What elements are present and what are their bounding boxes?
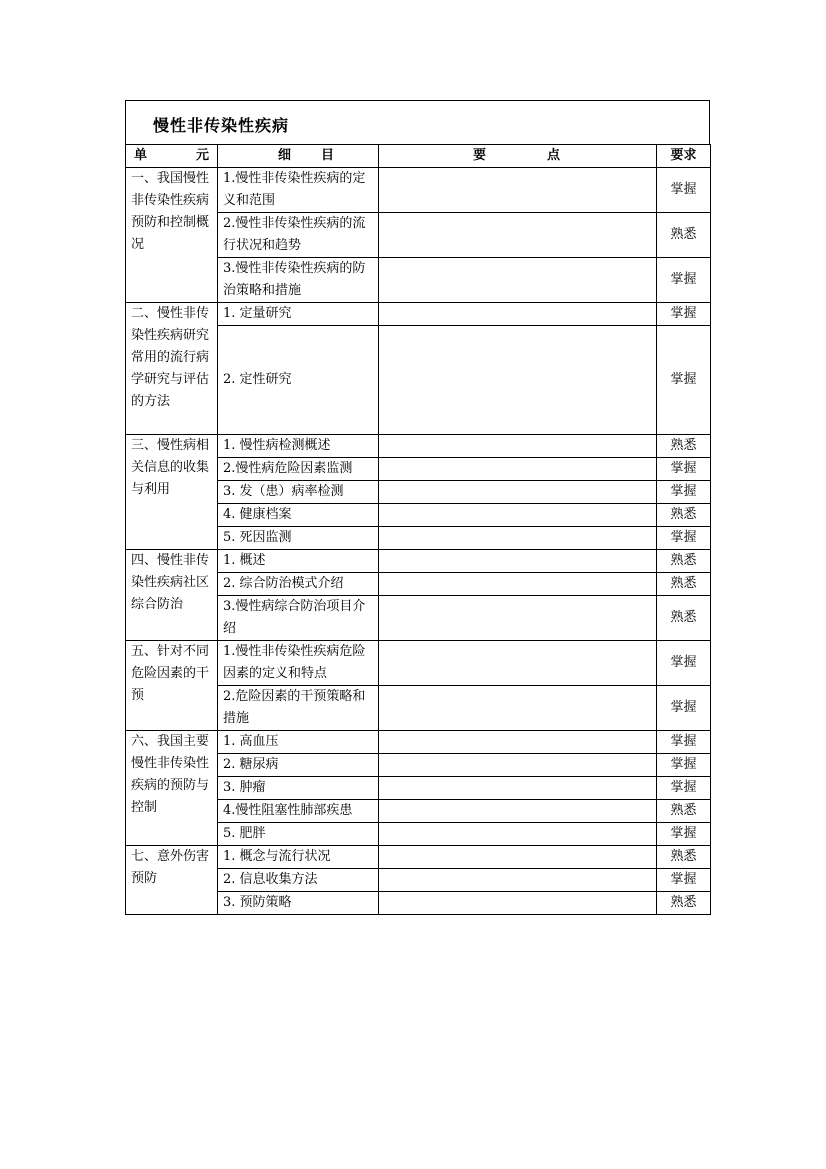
item-cell: 2. 定性研究 [218,326,379,435]
points-cell [379,777,657,800]
table-row [126,846,711,869]
header-item [218,145,379,168]
table-row [126,303,711,326]
requirement-cell: 掌握 [657,458,711,481]
item-cell: 3. 肿瘤 [218,777,379,800]
unit-cell: 二、慢性非传染性疾病研究常用的流行病学研究与评估的方法 [126,303,218,435]
item-cell: 2.慢性病危险因素监测 [218,458,379,481]
points-cell [379,168,657,213]
header-unit [126,145,218,168]
header-unit-char-2: 元 [195,148,209,163]
header-points [379,145,657,168]
points-cell [379,641,657,686]
points-cell [379,527,657,550]
points-cell [379,303,657,326]
item-cell: 1. 概念与流行状况 [218,846,379,869]
item-cell: 1.慢性非传染性疾病的定义和范围 [218,168,379,213]
requirement-cell: 掌握 [657,168,711,213]
points-cell [379,869,657,892]
requirement-cell: 掌握 [657,686,711,731]
points-cell [379,596,657,641]
requirement-cell: 掌握 [657,326,711,435]
page-title: 慢性非传染性疾病 [153,116,290,135]
item-cell: 2. 综合防治模式介绍 [218,573,379,596]
table-row [126,731,711,754]
points-cell [379,504,657,527]
points-cell [379,258,657,303]
table-row [126,435,711,458]
item-cell: 3.慢性非传染性疾病的防治策略和措施 [218,258,379,303]
unit-cell: 五、针对不同危险因素的干预 [126,641,218,731]
unit-cell: 六、我国主要慢性非传染性疾病的预防与控制 [126,731,218,846]
header-row [126,145,711,168]
points-cell [379,754,657,777]
points-cell [379,573,657,596]
header-req: 要求 [657,145,711,168]
requirement-cell: 熟悉 [657,573,711,596]
requirement-cell: 掌握 [657,641,711,686]
item-cell: 3. 预防策略 [218,892,379,915]
points-cell [379,892,657,915]
requirement-cell: 掌握 [657,777,711,800]
requirement-cell: 掌握 [657,754,711,777]
item-cell: 4. 健康档案 [218,504,379,527]
requirement-cell: 掌握 [657,481,711,504]
requirement-cell: 掌握 [657,258,711,303]
item-cell: 4.慢性阻塞性肺部疾患 [218,800,379,823]
unit-cell: 三、慢性病相关信息的收集与利用 [126,435,218,550]
item-cell: 1. 概述 [218,550,379,573]
requirement-cell: 掌握 [657,731,711,754]
requirement-cell: 掌握 [657,527,711,550]
syllabus-document [125,100,710,915]
requirement-cell: 掌握 [657,303,711,326]
item-cell: 1. 定量研究 [218,303,379,326]
table-row [126,168,711,213]
requirement-cell: 熟悉 [657,213,711,258]
header-unit-char-1: 单 [134,148,148,163]
points-cell [379,435,657,458]
title-box [125,100,710,144]
points-cell [379,823,657,846]
points-cell [379,846,657,869]
item-cell: 3.慢性病综合防治项目介绍 [218,596,379,641]
item-cell: 5. 肥胖 [218,823,379,846]
points-cell [379,686,657,731]
unit-cell: 七、意外伤害预防 [126,846,218,915]
points-cell [379,731,657,754]
item-cell: 1. 慢性病检测概述 [218,435,379,458]
unit-cell: 四、慢性非传染性疾病社区综合防治 [126,550,218,641]
item-cell: 2.危险因素的干预策略和措施 [218,686,379,731]
points-cell [379,458,657,481]
requirement-cell: 掌握 [657,823,711,846]
syllabus-table [125,144,711,915]
requirement-cell: 掌握 [657,869,711,892]
points-cell [379,213,657,258]
header-item-char-2: 目 [320,148,334,163]
table-row [126,641,711,686]
header-points-char-2: 点 [546,148,560,163]
points-cell [379,800,657,823]
points-cell [379,550,657,573]
requirement-cell: 熟悉 [657,846,711,869]
requirement-cell: 熟悉 [657,800,711,823]
item-cell: 2.慢性非传染性疾病的流行状况和趋势 [218,213,379,258]
requirement-cell: 熟悉 [657,550,711,573]
points-cell [379,326,657,435]
item-cell: 2. 糖尿病 [218,754,379,777]
item-cell: 5. 死因监测 [218,527,379,550]
points-cell [379,481,657,504]
header-points-char-1: 要 [473,148,487,163]
item-cell: 1. 高血压 [218,731,379,754]
requirement-cell: 熟悉 [657,504,711,527]
requirement-cell: 熟悉 [657,596,711,641]
item-cell: 1.慢性非传染性疾病危险因素的定义和特点 [218,641,379,686]
header-item-char-1: 细 [278,148,292,163]
item-cell: 3. 发（患）病率检测 [218,481,379,504]
unit-cell: 一、我国慢性非传染性疾病预防和控制概况 [126,168,218,303]
table-row [126,550,711,573]
requirement-cell: 熟悉 [657,435,711,458]
item-cell: 2. 信息收集方法 [218,869,379,892]
requirement-cell: 熟悉 [657,892,711,915]
syllabus-body [126,168,711,915]
